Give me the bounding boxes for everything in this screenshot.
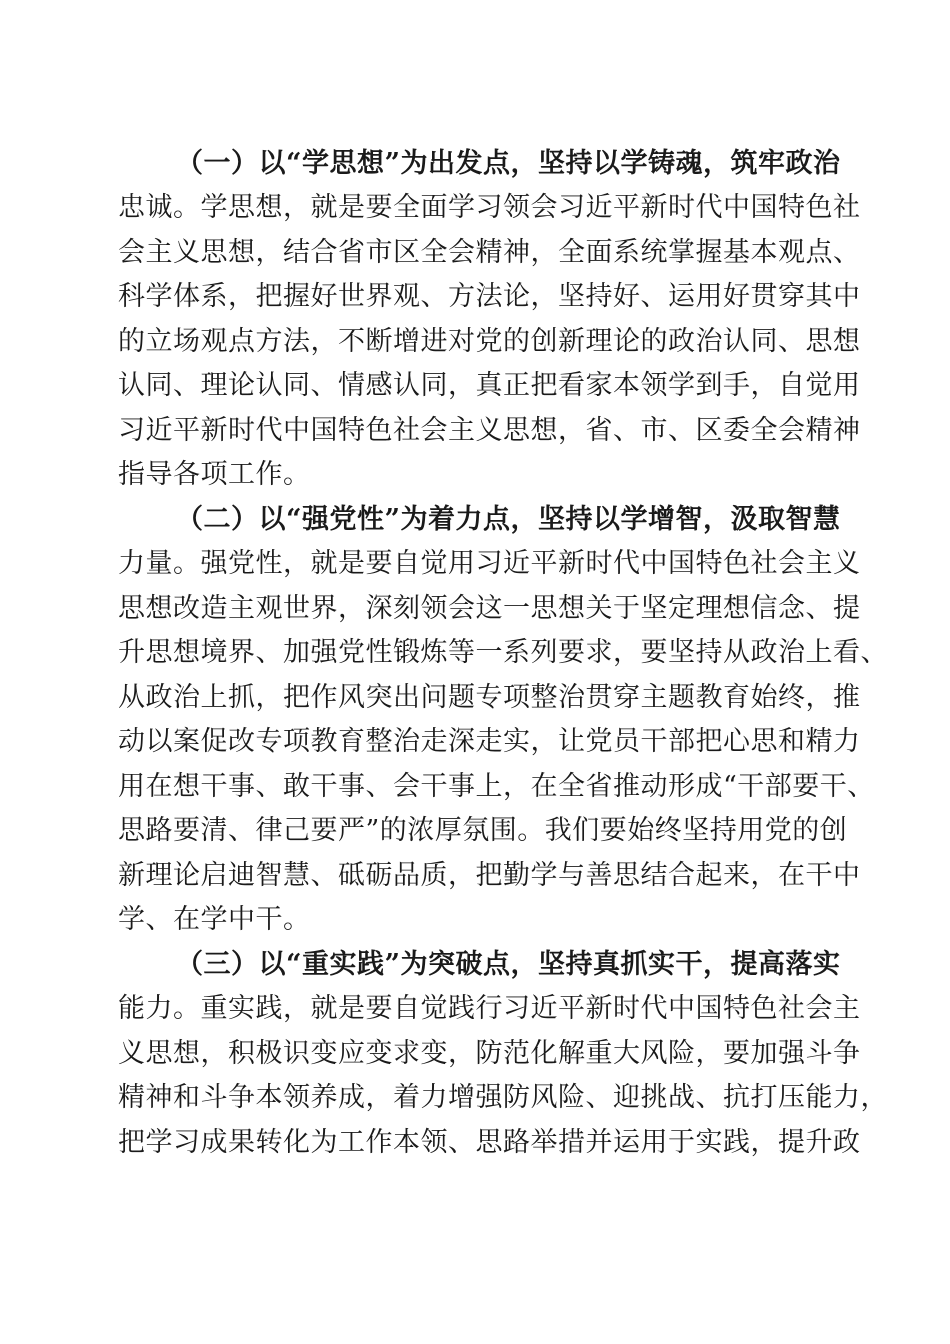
paragraph-2-line: 力量。强党性，就是要自觉用习近平新时代中国特色社会主义 (118, 548, 861, 579)
paragraph-2-line: 思想改造主观世界，深刻领会这一思想关于坚定理想信念、提 (118, 593, 861, 624)
paragraph-1-line: 会主义思想，结合省市区全会精神，全面系统掌握基本观点、 (118, 237, 861, 268)
paragraph-1-line: 的立场观点方法，不断增进对党的创新理论的政治认同、思想 (118, 326, 861, 357)
paragraph-2-line: 新理论启迪智慧、砥砺品质，把勤学与善思结合起来，在干中 (118, 860, 861, 891)
paragraph-3-line: 精神和斗争本领养成，着力增强防风险、迎挑战、抗打压能力， (118, 1082, 888, 1113)
paragraph-1-line: 指导各项工作。 (118, 459, 311, 490)
paragraph-2-heading-line: （二）以“强党性”为着力点，坚持以学增智，汲取智慧 (176, 504, 841, 535)
paragraph-3-line: 能力。重实践，就是要自觉践行习近平新时代中国特色社会主 (118, 993, 861, 1024)
paragraph-3-heading-line: （三）以“重实践”为突破点，坚持真抓实干，提高落实 (176, 949, 841, 980)
paragraph-2-line: 用在想干事、敢干事、会干事上，在全省推动形成“干部要干、 (118, 771, 875, 802)
paragraph-2-line: 从政治上抓，把作风突出问题专项整治贯穿主题教育始终，推 (118, 682, 861, 713)
paragraph-1-line: 忠诚。学思想，就是要全面学习领会习近平新时代中国特色社 (118, 192, 861, 223)
paragraph-1-line: 认同、理论认同、情感认同，真正把看家本领学到手，自觉用 (118, 370, 861, 401)
paragraph-1-line: 习近平新时代中国特色社会主义思想，省、市、区委全会精神 (118, 415, 861, 446)
paragraph-1-line: 科学体系，把握好世界观、方法论，坚持好、运用好贯穿其中 (118, 281, 861, 312)
paragraph-2-line: 动以案促改专项教育整治走深走实，让党员干部把心思和精力 (118, 726, 861, 757)
paragraph-2-line: 学、在学中干。 (118, 904, 311, 935)
paragraph-3-line: 义思想，积极识变应变求变，防范化解重大风险，要加强斗争 (118, 1038, 861, 1069)
paragraph-3-line: 把学习成果转化为工作本领、思路举措并运用于实践，提升政 (118, 1127, 861, 1158)
paragraph-2-line: 升思想境界、加强党性锻炼等一系列要求，要坚持从政治上看、 (118, 637, 888, 668)
paragraph-1-heading-line: （一）以“学思想”为出发点，坚持以学铸魂，筑牢政治 (176, 148, 841, 179)
paragraph-2-line: 思路要清、律己要严”的浓厚氛围。我们要始终坚持用党的创 (118, 815, 848, 846)
